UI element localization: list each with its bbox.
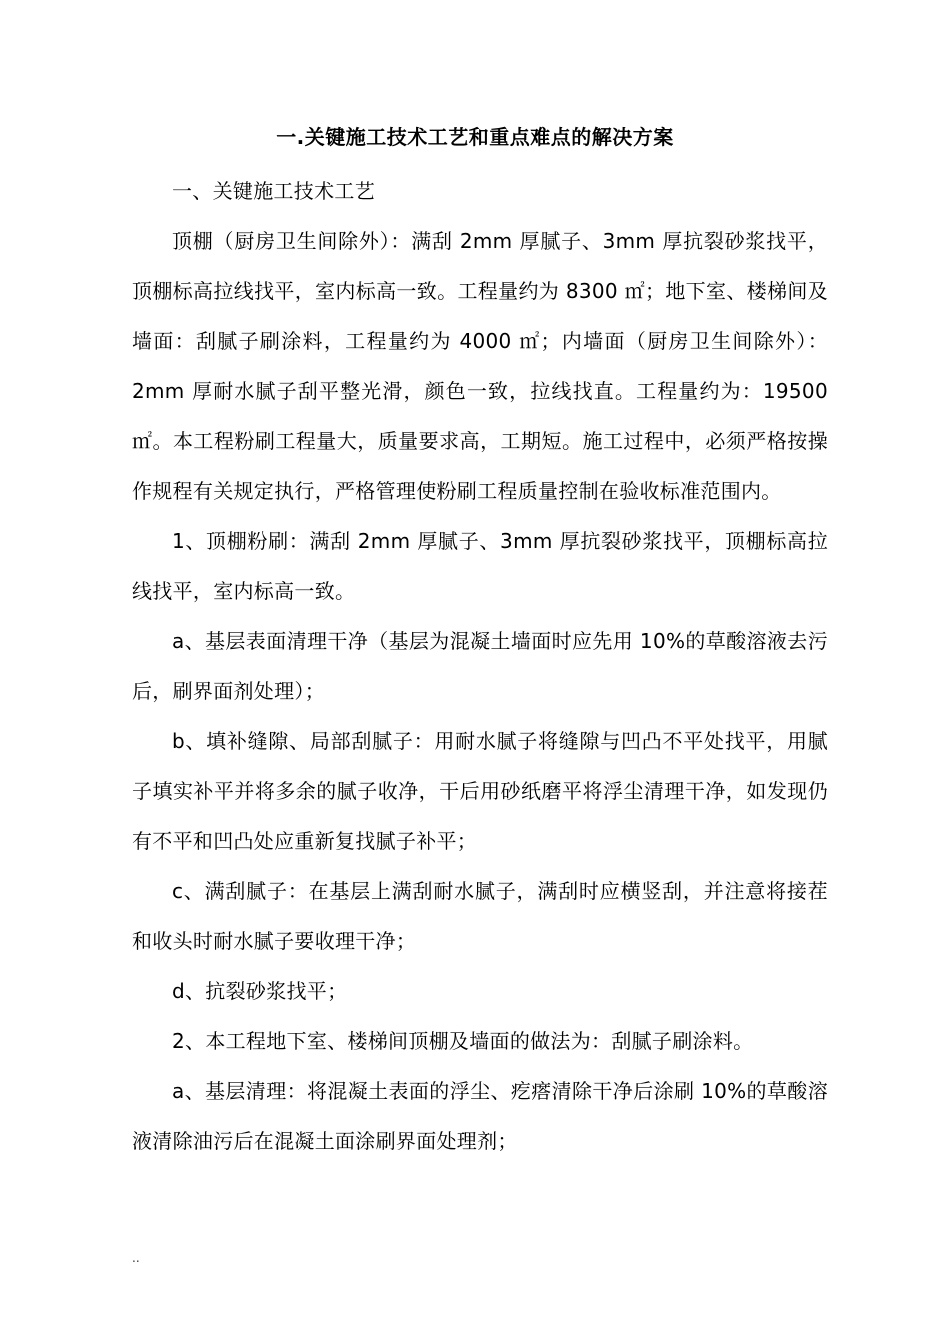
paragraph-overview: 顶棚（厨房卫生间除外）：满刮 2mm 厚腻子、3mm 厚抗裂砂浆找平，顶棚标高拉线找平，室内标高一致。工程量约为 8300 ㎡；地下室、楼梯间及墙面：刮腻子刷涂料，工程量约为 4000 ㎡；内墙面（厨房卫生间除外）：2mm 厚耐水腻子刮平整光滑，颜色一致，拉线找直。工程量约为：19500 ㎡。本工程粉刷工程量大，质量要求高，工期短。施工过程中，必须严格按操作规程有关规定执行，严格管理使粉刷工程质量控制在验收标准范围内。 (132, 229, 828, 503)
document-title: 一.关键施工技术工艺和重点难点的解决方案 (276, 125, 674, 149)
paragraph-step-d: d、抗裂砂浆找平； (172, 979, 348, 1003)
paragraph-basement-stairwell: 2、本工程地下室、楼梯间顶棚及墙面的做法为：刮腻子刷涂料。 (172, 1029, 754, 1053)
document-body (132, 166, 828, 1166)
footer-mark: .. (132, 1251, 140, 1265)
paragraph-base-cleaning: a、基层清理：将混凝土表面的浮尘、疙瘩清除干净后涂刷 10%的草酸溶液清除油污后在混凝土面涂刷界面处理剂； (132, 1079, 828, 1153)
paragraph-step-a: a、基层表面清理干净（基层为混凝土墙面时应先用 10%的草酸溶液去污后，刷界面剂处理）； (132, 629, 828, 703)
section-heading: 一、关键施工技术工艺 (172, 179, 375, 203)
paragraph-ceiling-plastering: 1、顶棚粉刷：满刮 2mm 厚腻子、3mm 厚抗裂砂浆找平，顶棚标高拉线找平，室内标高一致。 (132, 529, 828, 603)
paragraph-step-b: b、填补缝隙、局部刮腻子：用耐水腻子将缝隙与凹凸不平处找平，用腻子填实补平并将多余的腻子收净，干后用砂纸磨平将浮尘清理干净，如发现仍有不平和凹凸处应重新复找腻子补平； (132, 729, 828, 853)
paragraph-step-c: c、满刮腻子：在基层上满刮耐水腻子，满刮时应横竖刮，并注意将接茬和收头时耐水腻子要收理干净； (132, 879, 828, 953)
